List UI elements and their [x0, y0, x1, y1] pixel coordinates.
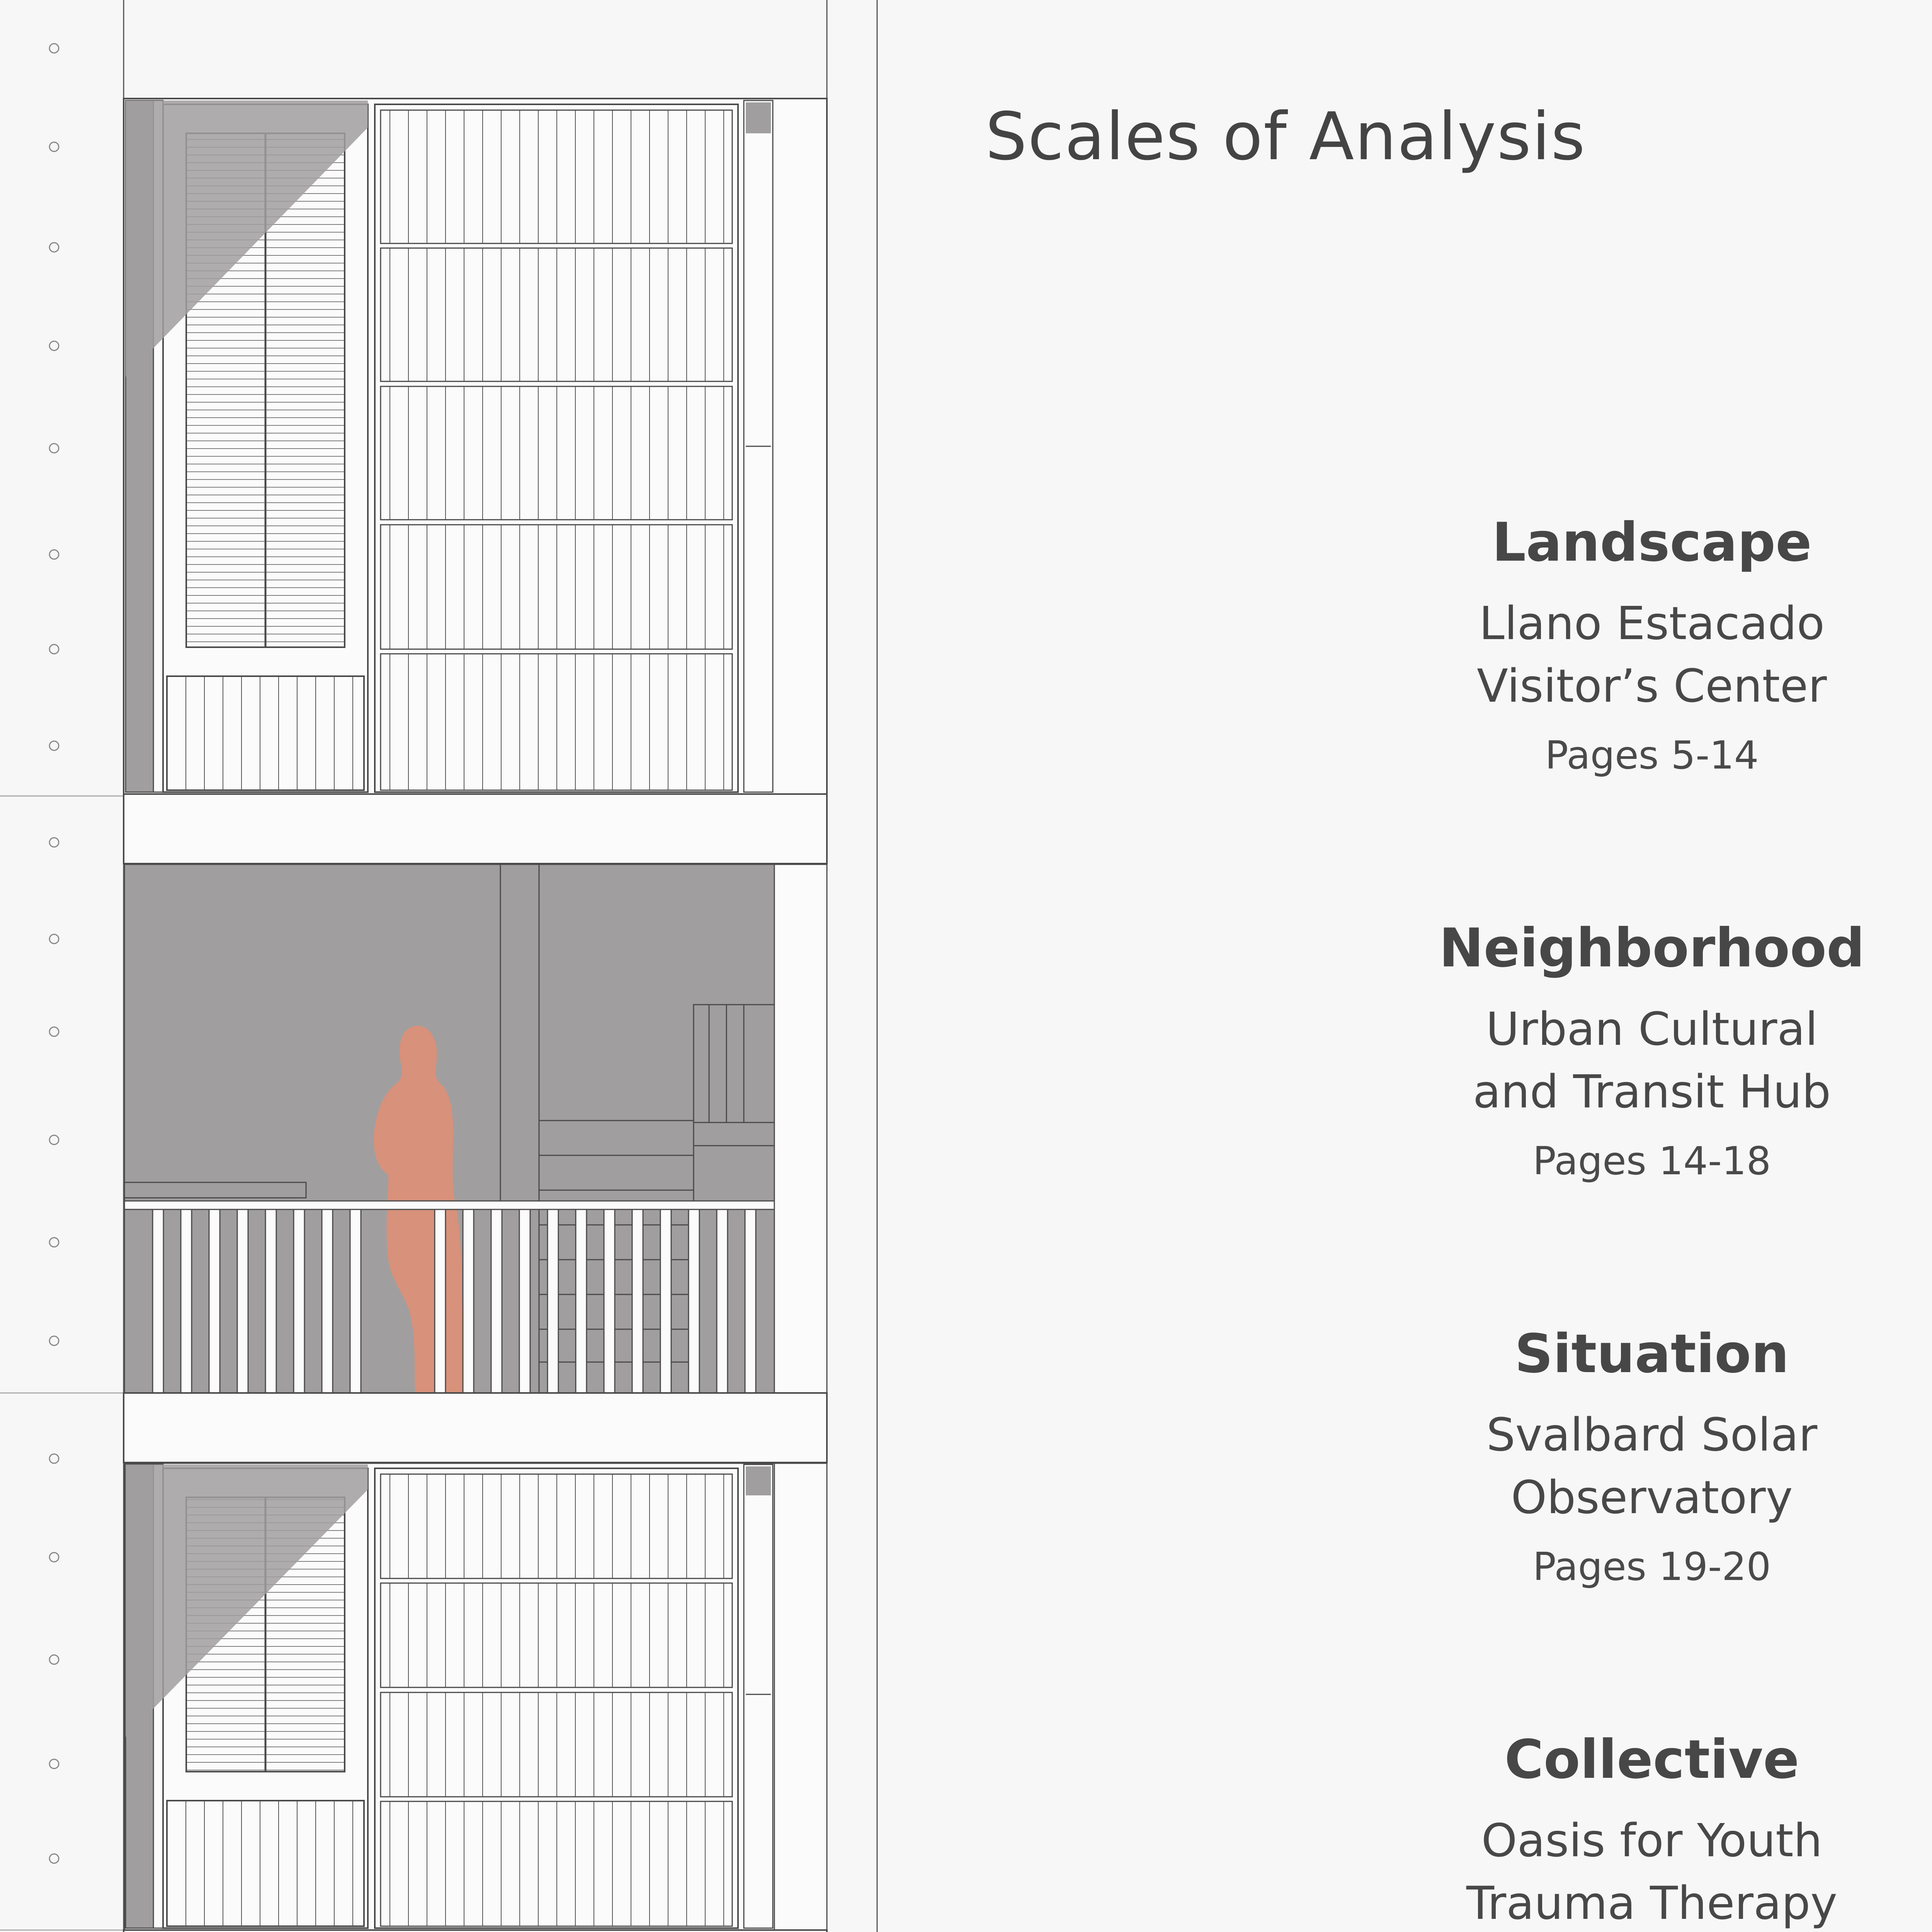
floor-slab: [124, 1393, 827, 1463]
floor-slab: [124, 794, 827, 864]
toc-section-neighborhood: [1410, 918, 1893, 1184]
section-heading: Landscape: [1492, 511, 1812, 573]
section-heading: Neighborhood: [1439, 917, 1865, 979]
balcony-level: [124, 864, 827, 1393]
project-name: [1410, 998, 1893, 1123]
project-line: Trauma Therapy: [1466, 1876, 1838, 1930]
toc-section-landscape: [1410, 512, 1893, 778]
toc-section-collective: [1410, 1729, 1893, 1932]
floor-slab: [124, 1930, 827, 1932]
building-elevation-drawing: [0, 0, 889, 1932]
project-line: Visitor’s Center: [1477, 659, 1827, 713]
page-range: Pages 5-14: [1545, 732, 1759, 778]
page-title: Scales of Analysis: [985, 99, 1586, 175]
project-line: Llano Estacado: [1479, 596, 1825, 650]
project-name: [1410, 1809, 1893, 1932]
project-line: Observatory: [1511, 1470, 1793, 1524]
window-bay-upper: [124, 99, 827, 794]
project-line: Svalbard Solar: [1486, 1408, 1818, 1461]
page-range: Pages 19-20: [1532, 1544, 1771, 1589]
project-line: and Transit Hub: [1473, 1065, 1831, 1118]
project-line: Urban Cultural: [1486, 1002, 1818, 1056]
page-range: Pages 14-18: [1532, 1138, 1771, 1184]
project-line: Oasis for Youth: [1481, 1813, 1823, 1867]
project-name: [1410, 592, 1893, 717]
toc-section-situation: [1410, 1323, 1893, 1589]
window-bay-lower: [124, 1463, 827, 1930]
section-heading: Situation: [1514, 1323, 1789, 1385]
section-heading: Collective: [1504, 1728, 1799, 1791]
rivets: [49, 44, 59, 1932]
project-name: [1410, 1403, 1893, 1529]
